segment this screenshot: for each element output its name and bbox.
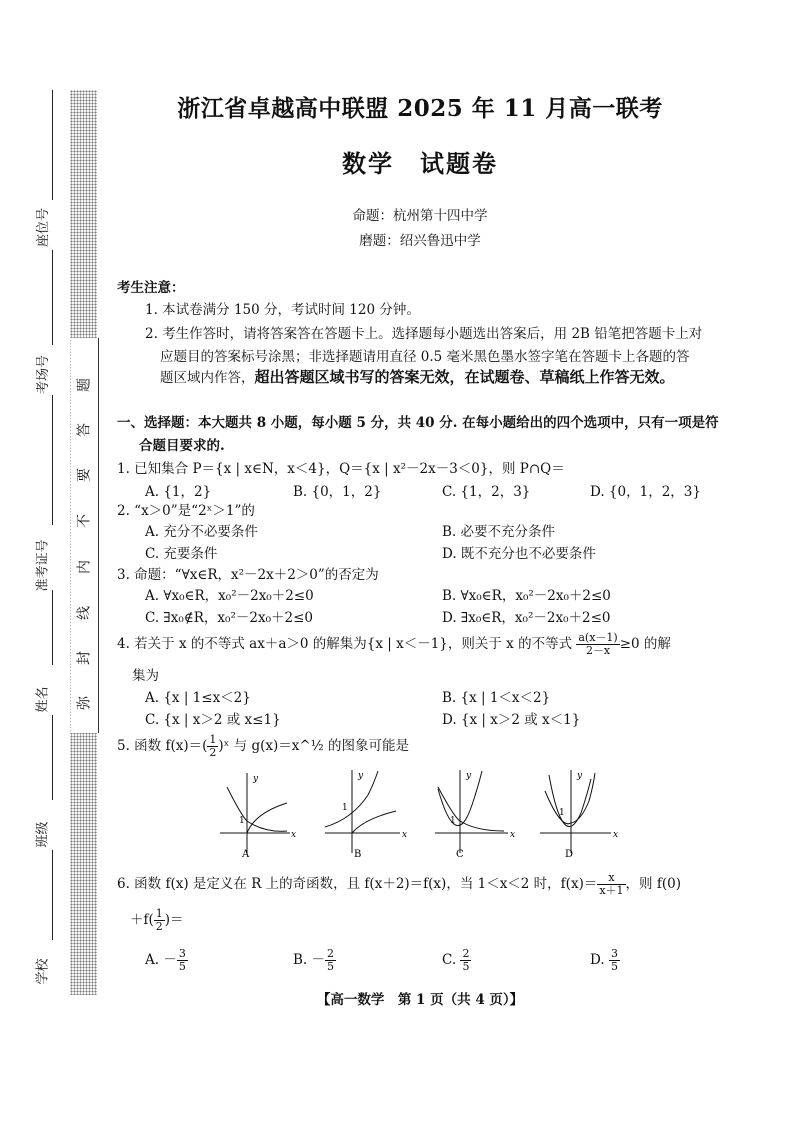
- graph-d-one-label: 1: [559, 808, 565, 818]
- q4-fraction-num: a(x－1): [578, 631, 618, 644]
- graph-b-one-label: 1: [342, 803, 348, 813]
- q3-option-b: B. ∀x₀∈R，x₀²－2x₀＋2≤0: [442, 588, 611, 604]
- graph-c: [435, 770, 515, 860]
- graph-c-one-label: 1: [450, 816, 456, 826]
- q3-option-c: C. ∃x₀∉R，x₀²－2x₀＋2≤0: [145, 610, 313, 626]
- q4-option-a: A. {x | 1≤x＜2}: [145, 690, 251, 706]
- q6-option-c-letter: C.: [442, 952, 461, 968]
- section-1-heading: 一、选择题：本大题共 8 小题，每小题 5 分，共 40 分. 在每小题给出的四个选项中，只有一项是符: [117, 415, 719, 431]
- setter-line: 命题：杭州第十四中学: [352, 208, 488, 224]
- q4-stem-text-end: ≥0 的解: [619, 636, 671, 652]
- graph-d-caption: D: [565, 849, 574, 860]
- q6-option-a-num: 3: [178, 947, 186, 960]
- notice-item-1: 1. 本试卷满分 150 分，考试时间 120 分钟。: [145, 302, 420, 318]
- q6-option-d-letter: D.: [590, 952, 609, 968]
- q6-half-fraction: [154, 908, 165, 933]
- seal-char: 封: [76, 651, 93, 665]
- q6-option-a: [145, 948, 188, 973]
- q4-fraction-den: 2－x: [585, 644, 611, 657]
- exam-title: 浙江省卓越高中联盟 2025 年 11 月高一联考: [177, 95, 663, 122]
- q1-option-d: D. {0，1，2，3}: [590, 484, 701, 500]
- q6-half-num: 1: [155, 907, 163, 920]
- q3-option-a: A. ∀x₀∈R，x₀²－2x₀＋2≤0: [145, 588, 314, 604]
- seal-char: 要: [76, 468, 93, 482]
- graph-b: [325, 770, 407, 860]
- name-line: [52, 590, 53, 665]
- graph-d-curve-power: [549, 775, 591, 827]
- q6-option-d-den: 5: [610, 960, 618, 973]
- graph-c-x-label: x: [510, 830, 516, 840]
- graph-b-y-label: y: [358, 771, 364, 781]
- school-label: 学校: [35, 958, 51, 985]
- admission-number-line: [52, 395, 53, 525]
- q6-option-b-letter: B. －: [293, 952, 326, 968]
- q6-option-a-den: 5: [178, 960, 186, 973]
- page-footer: 【高一数学 第 1 页（共 4 页）】: [316, 992, 524, 1008]
- seal-char: 答: [76, 423, 93, 437]
- q4-option-b: B. {x | 1＜x＜2}: [442, 690, 551, 706]
- q6-option-a-fraction: [177, 948, 188, 973]
- graph-d-y-label: y: [577, 771, 583, 781]
- q4-option-d: D. {x | x＞2 或 x＜1}: [442, 712, 581, 728]
- graph-d-x-label: x: [613, 830, 619, 840]
- q3-option-d: D. ∃x₀∈R，x₀²－2x₀＋2≤0: [442, 610, 611, 626]
- section-1-heading-cont: 合题目要求的.: [139, 438, 225, 454]
- q1-option-c: C. {1，2，3}: [442, 484, 531, 500]
- notice-item-2-line-1: 2. 考生作答时，请将答案答在答题卡上。选择题每小题选出答案后，用 2B 铅笔把答题卡上对: [145, 326, 703, 342]
- q2-option-d: D. 既不充分也不必要条件: [442, 546, 596, 562]
- seal-char: 弥: [76, 696, 93, 710]
- q6-stem-text: 6. 函数 f(x) 是定义在 R 上的奇函数，且 f(x＋2)＝f(x)，当 1＜x＜2 时，f(x)＝: [117, 876, 598, 892]
- question-6-stem: [117, 872, 681, 897]
- q6-half-den: 2: [155, 920, 163, 933]
- q1-option-a: A. {1，2}: [145, 484, 212, 500]
- q2-option-c: C. 充要条件: [145, 546, 218, 562]
- notice-emphasis: 超出答题区域书写的答案无效，在试题卷、草稿纸上作答无效。: [254, 368, 675, 386]
- q6-option-d-fraction: [609, 948, 620, 973]
- graph-c-caption: C: [456, 849, 464, 860]
- q6-option-c-num: 2: [462, 947, 470, 960]
- q4-stem-text: 4. 若关于 x 的不等式 ax＋a＞0 的解集为{x | x＜－1}，则关于 x 的不等式: [117, 636, 573, 652]
- seal-char: 不: [76, 514, 93, 528]
- seal-notice-box: [71, 338, 99, 733]
- exam-room-label: 考场号: [36, 354, 52, 395]
- notice-item-2-line-3: [160, 366, 675, 387]
- q6-option-c: [442, 948, 471, 973]
- q6-option-a-letter: A. －: [145, 952, 177, 968]
- graph-d: [540, 770, 618, 860]
- graph-a-curve-exp: [227, 787, 287, 831]
- graph-b-caption: B: [354, 849, 362, 860]
- question-6-stem-cont: [130, 908, 184, 933]
- graph-a-curve-power: [247, 803, 287, 833]
- q2-option-b: B. 必要不充分条件: [442, 524, 556, 540]
- q5-stem-text: 5. 函数 f(x)＝(: [117, 738, 208, 754]
- notice-heading: 考生注意：: [117, 280, 185, 296]
- reviewer-line: 磨题：绍兴鲁迅中学: [359, 233, 481, 249]
- q6-option-b-fraction: [325, 948, 336, 973]
- class-label: 班级: [35, 821, 51, 848]
- graph-a-caption: A: [242, 849, 250, 860]
- q2-option-a: A. 充分不必要条件: [145, 524, 258, 540]
- graph-a-x-label: x: [291, 830, 297, 840]
- q5-graphs: [215, 765, 619, 863]
- seal-char: 线: [76, 606, 93, 620]
- q4-option-c: C. {x | x＞2 或 x≤1}: [145, 712, 281, 728]
- q6-option-b: [293, 948, 336, 973]
- exam-subtitle: 数学 试题卷: [342, 149, 498, 178]
- q5-half-fraction: [207, 734, 218, 759]
- class-line: [52, 715, 53, 800]
- q5-half-den: 2: [209, 746, 217, 759]
- graph-b-x-label: x: [402, 830, 408, 840]
- admission-number-label: 准考证号: [35, 539, 51, 592]
- notice-item-2-line-2: 应题目的答案标号涂黑；非选择题请用直径 0.5 毫米黑色墨水签字笔在答题卡上各题的答: [160, 349, 690, 365]
- question-5-stem: [117, 734, 409, 759]
- q6-option-d: [590, 948, 620, 973]
- question-4-stem: [117, 632, 671, 657]
- q6-stem-text-end: ，则 f(0): [625, 876, 681, 892]
- question-3-stem: 3. 命题：“∀x∈R，x²－2x＋2＞0”的否定为: [117, 567, 379, 583]
- graph-a-one-label: 1: [239, 816, 245, 826]
- q5-stem-text-end: )ˣ 与 g(x)＝x^½ 的图象可能是: [218, 738, 410, 754]
- school-line: [52, 850, 53, 940]
- question-4-stem-cont: 集为: [132, 668, 159, 684]
- q6-option-c-fraction: [460, 948, 471, 973]
- seat-number-line: [52, 90, 53, 200]
- name-label: 姓名: [35, 686, 51, 713]
- q1-option-b: B. {0，1，2}: [293, 484, 382, 500]
- question-2-stem: 2. “x＞0”是“2ˣ＞1”的: [117, 503, 255, 519]
- q6-stem-cont-end: )＝: [164, 912, 184, 928]
- q6-option-b-den: 5: [327, 960, 335, 973]
- q6-fraction-num: x: [597, 872, 625, 885]
- graph-a-y-label: y: [253, 774, 259, 784]
- q6-fraction: [597, 872, 625, 897]
- graph-b-curve-power: [352, 811, 396, 833]
- q6-option-d-num: 3: [610, 947, 618, 960]
- q6-option-b-num: 2: [327, 947, 335, 960]
- graph-d-curve-exp: [545, 773, 595, 824]
- question-1-stem: 1. 已知集合 P＝{x | x∈N，x＜4}，Q＝{x | x²－2x－3＜0}，则 P∩Q＝: [117, 461, 565, 477]
- seal-char: 题: [76, 378, 93, 392]
- notice-item-2-line-3-text: 题区域内作答，: [160, 370, 255, 386]
- exam-room-line: [52, 250, 53, 345]
- graph-c-y-label: y: [466, 771, 472, 781]
- seat-number-label: 座位号: [36, 207, 52, 248]
- q4-fraction: [576, 632, 619, 657]
- q5-half-num: 1: [209, 733, 217, 746]
- seal-char: 内: [76, 560, 93, 574]
- q6-option-c-den: 5: [462, 960, 470, 973]
- graph-a: [220, 773, 296, 860]
- q6-fraction-den: x＋1: [599, 884, 624, 897]
- q6-stem-cont-text: ＋f(: [130, 912, 154, 928]
